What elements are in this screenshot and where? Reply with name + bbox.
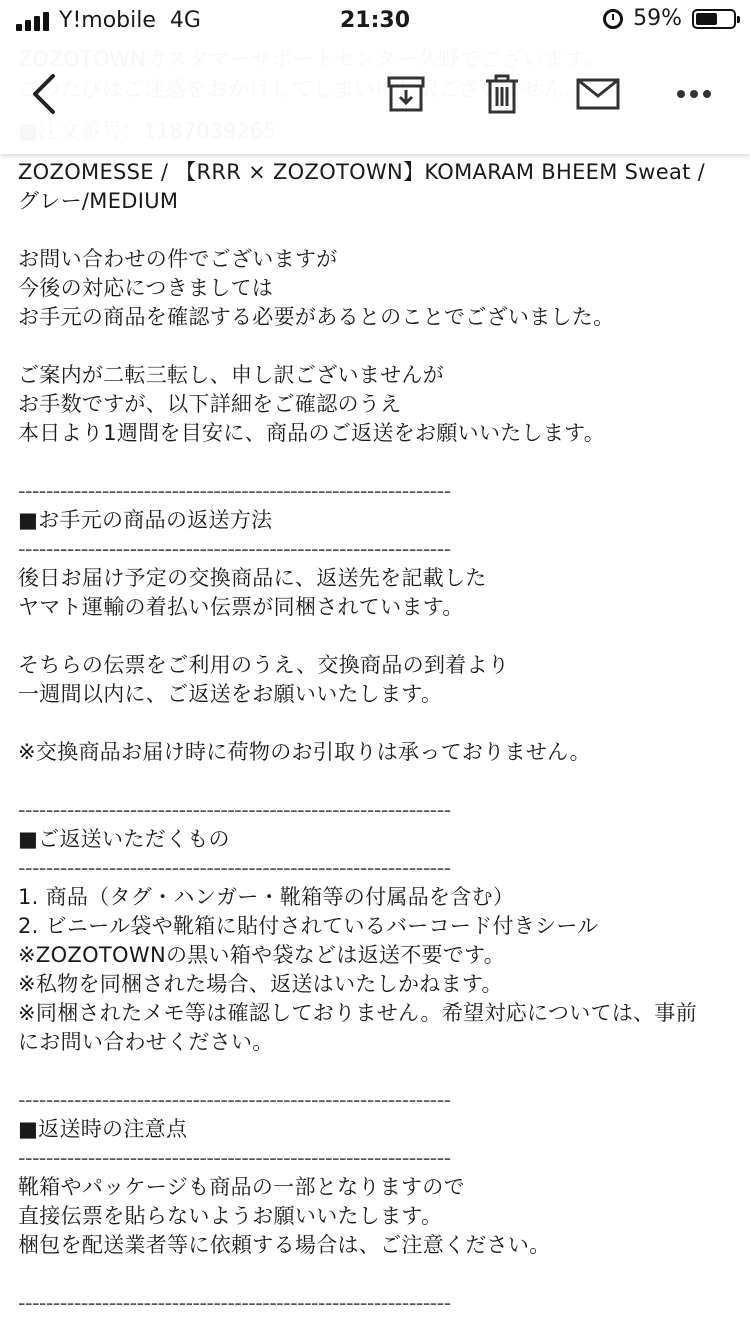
product-line: ZOZOMESSE / 【RRR × ZOZOTOWN】KOMARAM BHEEM Sweat / (18, 160, 705, 184)
clock: 21:30 (339, 8, 411, 33)
archive-icon (386, 74, 426, 114)
separator: -------------------------------------------------------------- (18, 856, 451, 880)
separator: -------------------------------------------------------------- (18, 798, 451, 822)
section-title: ■ご返送いただくもの (18, 827, 230, 851)
alarm-icon (603, 9, 623, 29)
body-text: お手数ですが、以下詳細をご確認のうえ (18, 392, 402, 416)
battery-percent: 59% (633, 6, 682, 31)
battery-icon (692, 9, 736, 29)
mail-toolbar (0, 42, 750, 154)
more-button[interactable] (666, 66, 722, 122)
body-text: 本日より1週間を目安に、商品のご返送をお願いいたします。 (18, 421, 606, 445)
separator: -------------------------------------------------------------- (18, 1088, 451, 1112)
carrier-label: Y!mobile (59, 8, 156, 33)
body-text: ご案内が二転三転し、申し訳ございませんが (18, 363, 444, 387)
section-title: ■お手元の商品の返送方法 (18, 508, 273, 532)
body-text: 一週間以内に、ご返送をお願いいたします。 (18, 682, 443, 706)
archive-button[interactable] (378, 66, 434, 122)
list-item: 1. 商品（タグ・ハンガー・靴箱等の付属品を含む） (18, 885, 515, 909)
email-body (18, 158, 738, 1318)
body-text: 直接伝票を貼らないようお願いいたします。 (18, 1204, 443, 1228)
body-text: 後日お届け予定の交換商品に、返送先を記載した (18, 566, 487, 590)
body-text: そちらの伝票をご利用のうえ、交換商品の到着より (18, 653, 510, 677)
separator: -------------------------------------------------------------- (18, 537, 451, 561)
section-title: ■返送時の注意点 (18, 1117, 188, 1141)
list-item: 2. ビニール袋や靴箱に貼付されているバーコード付きシール (18, 914, 599, 938)
body-text: 今後の対応につきましては (18, 276, 274, 300)
battery-fill (696, 13, 717, 25)
separator: -------------------------------------------------------------- (18, 1146, 451, 1170)
body-text: お問い合わせの件でございますが (18, 247, 338, 271)
trash-icon (484, 74, 520, 114)
chevron-left-icon (29, 72, 59, 116)
body-text: 梱包を配送業者等に依頼する場合は、ご注意ください。 (18, 1233, 551, 1257)
list-item: ※同梱されたメモ等は確認しておりません。希望対応については、事前 (18, 1001, 698, 1025)
back-button[interactable] (16, 66, 72, 122)
product-line: グレー/MEDIUM (18, 189, 179, 213)
body-text: 靴箱やパッケージも商品の一部となりますので (18, 1175, 465, 1199)
mail-button[interactable] (570, 66, 626, 122)
body-note: ※交換商品お届け時に荷物のお引取りは承っておりません。 (18, 740, 591, 764)
body-text: お手元の商品を確認する必要があるとのことでございました。 (18, 305, 615, 329)
list-item: にお問い合わせください。 (18, 1030, 274, 1054)
trash-button[interactable] (474, 66, 530, 122)
list-item: ※私物を同梱された場合、返送はいたしかねます。 (18, 972, 503, 996)
network-label: 4G (169, 8, 201, 33)
more-icon (676, 89, 712, 99)
list-item: ※ZOZOTOWNの黒い箱や袋などは返送不要です。 (18, 943, 506, 967)
mail-icon (576, 78, 620, 110)
status-bar (0, 0, 750, 42)
separator: -------------------------------------------------------------- (18, 479, 451, 503)
separator: -------------------------------------------------------------- (18, 1291, 451, 1315)
body-text: ヤマト運輸の着払い伝票が同梱されています。 (18, 595, 464, 619)
